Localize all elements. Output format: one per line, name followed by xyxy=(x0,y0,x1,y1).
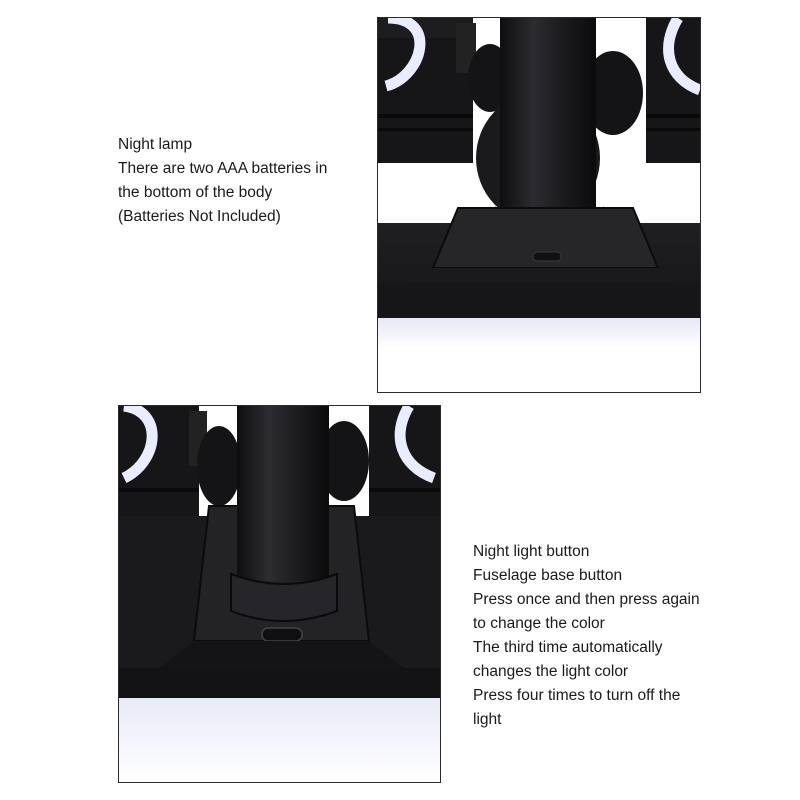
caption-line: the bottom of the body xyxy=(118,184,273,201)
caption-line: Night light button xyxy=(473,543,590,560)
caption-night-lamp xyxy=(118,133,327,229)
base-button xyxy=(533,252,561,261)
base-button xyxy=(262,628,302,641)
caption-line: The third time automatically xyxy=(473,639,663,656)
caption-line: There are two AAA batteries in xyxy=(118,160,328,177)
lamp-pole xyxy=(500,18,596,236)
lamp-base-illustration xyxy=(378,18,700,392)
base-button-illustration xyxy=(119,406,440,782)
product-photo-base-button xyxy=(118,405,441,783)
caption-line: Night lamp xyxy=(118,136,193,153)
caption-line: (Batteries Not Included) xyxy=(118,208,281,225)
caption-line: Press four times to turn off the xyxy=(473,687,681,704)
caption-line: changes the light color xyxy=(473,663,629,680)
flip-card-left xyxy=(119,406,199,526)
caption-line: to change the color xyxy=(473,615,605,632)
product-photo-lamp-base xyxy=(377,17,701,393)
caption-night-light-button xyxy=(473,540,700,732)
light-strip xyxy=(119,698,440,782)
flip-card-right xyxy=(646,18,700,163)
light-strip xyxy=(378,318,700,348)
caption-line: light xyxy=(473,711,502,728)
flip-card-right xyxy=(369,406,440,526)
caption-line: Press once and then press again xyxy=(473,591,700,608)
caption-line: Fuselage base button xyxy=(473,567,623,584)
